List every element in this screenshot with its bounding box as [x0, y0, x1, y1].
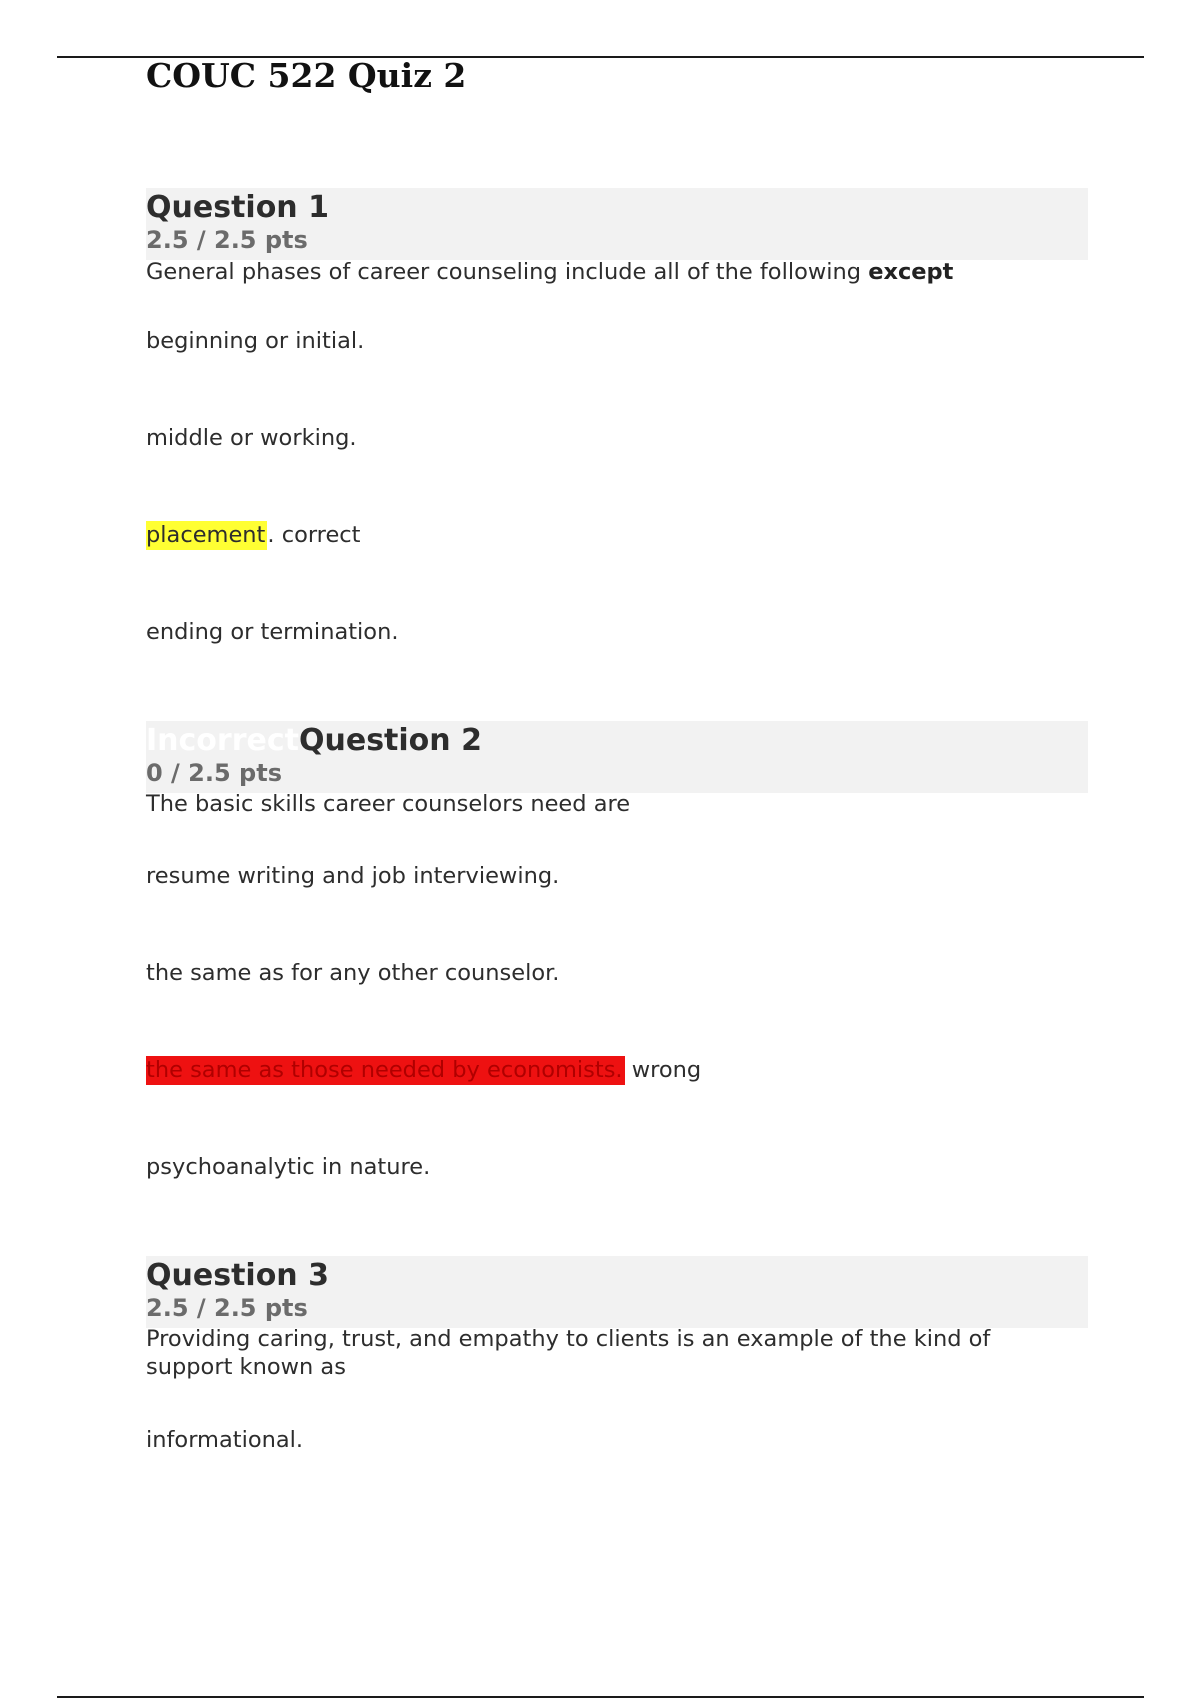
question-2-title: Question 2: [298, 723, 482, 758]
question-2-answer-3: [146, 1055, 701, 1085]
question-3-header: [146, 1256, 1088, 1328]
question-1-prompt-emphasis: except: [868, 259, 954, 285]
wrong-answer-highlight: the same as those needed by economists.: [146, 1057, 623, 1083]
question-2-answer-1: resume writing and job interviewing.: [146, 863, 560, 889]
question-1-answer-2: middle or working.: [146, 425, 357, 451]
question-3-points: 2.5 / 2.5 pts: [146, 1294, 308, 1322]
question-2-header: [146, 721, 1088, 793]
question-1-answer-3: [146, 520, 360, 550]
question-3-answer-1: informational.: [146, 1427, 304, 1453]
question-2-answer-4: psychoanalytic in nature.: [146, 1154, 431, 1180]
bottom-rule: [57, 1696, 1144, 1698]
question-2-title-row: [146, 721, 482, 761]
question-1-points: 2.5 / 2.5 pts: [146, 226, 308, 254]
document-title: COUC 522 Quiz 2: [146, 56, 467, 95]
answer-status-note: . correct: [267, 522, 361, 548]
question-1-title: Question 1: [146, 190, 329, 225]
answer-status-note: wrong: [624, 1057, 702, 1083]
question-3-title: Question 3: [146, 1258, 329, 1293]
question-1-answer-4: ending or termination.: [146, 619, 399, 645]
correct-answer-highlight: placement: [146, 522, 266, 548]
question-1-prompt: [146, 258, 1076, 286]
question-1-answer-1: beginning or initial.: [146, 328, 365, 354]
question-2-prompt: The basic skills career counselors need are: [146, 791, 631, 817]
question-3-prompt: Providing caring, trust, and empathy to clients is an example of the kind of support known as: [146, 1326, 991, 1380]
incorrect-tag: Incorrect: [146, 723, 299, 758]
question-1-prompt-text: General phases of career counseling include all of the following: [146, 259, 869, 285]
question-1-header: [146, 188, 1088, 260]
question-2-points: 0 / 2.5 pts: [146, 759, 282, 787]
question-2-answer-2: the same as for any other counselor.: [146, 960, 560, 986]
